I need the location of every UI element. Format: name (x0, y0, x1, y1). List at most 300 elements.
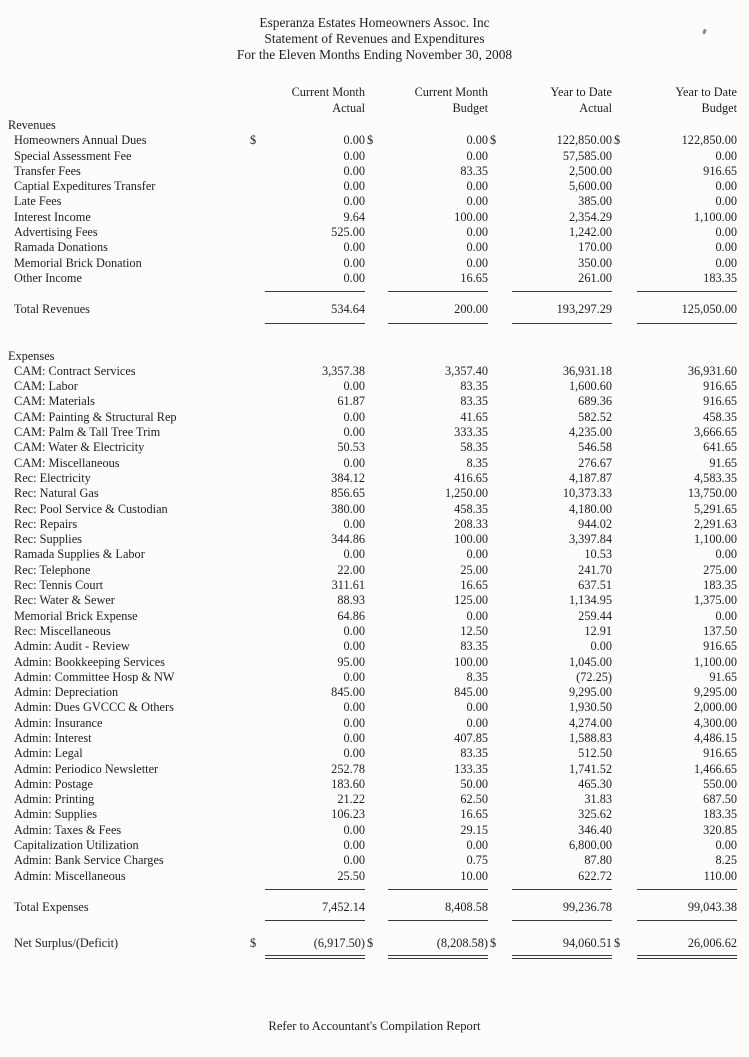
amount-cell (612, 700, 737, 715)
amount-value: 25.00 (460, 562, 488, 577)
table-row (0, 164, 749, 179)
amount-value: 0.00 (343, 409, 365, 424)
amount-cell (365, 807, 488, 822)
amount-value: 0.00 (343, 270, 365, 285)
amount-cell (488, 716, 612, 731)
amount-value: 0.00 (343, 623, 365, 638)
amount-value: 916.65 (703, 394, 737, 409)
amount-cell (488, 731, 612, 746)
amount-value: 0.00 (466, 700, 488, 715)
double-rule-line (265, 955, 365, 960)
amount-value: 582.52 (578, 409, 612, 424)
amount-value: 916.65 (703, 163, 737, 178)
amount-value: 3,397.84 (568, 532, 612, 547)
amount-cell (365, 133, 488, 148)
amount-value: 208.33 (454, 516, 488, 531)
amount-value: 0.00 (466, 255, 488, 270)
amount-value: 465.30 (578, 776, 612, 791)
amount-value: 12.91 (584, 623, 612, 638)
amount-cell (612, 900, 737, 915)
table-body (0, 118, 749, 961)
table-row (0, 731, 749, 746)
amount-value: 110.00 (703, 868, 737, 883)
double-rule-line (388, 955, 488, 960)
amount-cell (488, 609, 612, 624)
amount-cell (488, 379, 612, 394)
amount-value: 512.50 (578, 746, 612, 761)
amount-cell (612, 547, 737, 562)
row-label: CAM: Contract Services (14, 363, 136, 378)
amount-value: 0.00 (343, 746, 365, 761)
amount-value: 1,045.00 (568, 654, 612, 669)
amount-value: 8.25 (715, 853, 737, 868)
amount-value: 41.65 (460, 409, 488, 424)
amount-value: 83.35 (460, 746, 488, 761)
total-expenses-rule (0, 915, 749, 924)
amount-cell (612, 853, 737, 868)
amount-value: 0.00 (343, 455, 365, 470)
amount-cell (365, 731, 488, 746)
row-label: Memorial Brick Expense (14, 608, 138, 623)
amount-value: 1,588.83 (568, 730, 612, 745)
rule-line (265, 291, 365, 292)
amount-cell (612, 517, 737, 532)
amount-value: 458.35 (703, 409, 737, 424)
table-row (0, 655, 749, 670)
amount-value: 2,500.00 (568, 163, 612, 178)
amount-value: 259.44 (578, 608, 612, 623)
amount-cell (488, 410, 612, 425)
table-row (0, 471, 749, 486)
amount-value: 7,452.14 (321, 899, 365, 914)
amount-value: 4,300.00 (693, 715, 737, 730)
amount-cell (612, 149, 737, 164)
amount-cell (488, 639, 612, 654)
amount-cell (248, 823, 365, 838)
amount-cell (488, 194, 612, 209)
net-surplus-deficit-row (0, 924, 749, 951)
rule-line (512, 323, 612, 324)
row-label: CAM: Palm & Tall Tree Trim (14, 425, 161, 440)
amount-value: 21.22 (337, 792, 365, 807)
amount-value: 8.35 (466, 455, 488, 470)
row-label: Total Revenues (14, 302, 90, 317)
amount-cell (248, 149, 365, 164)
rule-line (388, 291, 488, 292)
amount-value: 916.65 (703, 746, 737, 761)
table-row (0, 179, 749, 194)
amount-value: 458.35 (454, 501, 488, 516)
net-surplus-double-rule (0, 952, 749, 961)
amount-value: 0.00 (343, 179, 365, 194)
amount-cell (488, 225, 612, 240)
statement-table (0, 85, 749, 961)
amount-cell (248, 624, 365, 639)
amount-value: 50.53 (337, 440, 365, 455)
amount-cell (488, 256, 612, 271)
amount-cell (365, 547, 488, 562)
amount-cell (365, 425, 488, 440)
amount-value: 637.51 (578, 578, 612, 593)
row-label: Rec: Water & Sewer (14, 593, 115, 608)
amount-value: 325.62 (578, 807, 612, 822)
amount-value: 99,236.78 (562, 899, 612, 914)
table-row (0, 670, 749, 685)
row-label: Ramada Supplies & Labor (14, 547, 145, 562)
amount-value: 3,357.40 (444, 363, 488, 378)
amount-value: 170.00 (578, 240, 612, 255)
amount-value: 0.00 (343, 163, 365, 178)
table-row (0, 532, 749, 547)
statement-title: Statement of Revenues and Expenditures (264, 31, 485, 46)
table-row (0, 517, 749, 532)
amount-cell (248, 456, 365, 471)
amount-value: 346.40 (578, 822, 612, 837)
amount-value: 62.50 (460, 792, 488, 807)
amount-value: 916.65 (703, 639, 737, 654)
amount-value: 241.70 (578, 562, 612, 577)
revenues-subtotal-rule (0, 286, 749, 295)
amount-cell (365, 456, 488, 471)
amount-cell (612, 271, 737, 286)
amount-value: 689.36 (578, 394, 612, 409)
amount-cell (248, 639, 365, 654)
table-row (0, 394, 749, 409)
amount-cell (488, 471, 612, 486)
amount-cell (248, 670, 365, 685)
amount-cell (365, 777, 488, 792)
row-label: Rec: Supplies (14, 532, 82, 547)
amount-cell (612, 256, 737, 271)
table-row (0, 762, 749, 777)
row-label: Rec: Tennis Court (14, 578, 104, 593)
amount-cell (612, 746, 737, 761)
amount-cell (365, 792, 488, 807)
amount-value: 12.50 (460, 623, 488, 638)
amount-cell (365, 471, 488, 486)
row-label: Rec: Natural Gas (14, 486, 99, 501)
amount-value: 1,466.65 (693, 761, 737, 776)
table-row (0, 364, 749, 379)
amount-value: 58.35 (460, 440, 488, 455)
amount-value: 8,408.58 (444, 899, 488, 914)
amount-cell (612, 670, 737, 685)
amount-cell (488, 823, 612, 838)
table-row (0, 547, 749, 562)
amount-value: 0.00 (343, 425, 365, 440)
amount-cell (612, 440, 737, 455)
amount-value: 0.00 (343, 133, 365, 148)
amount-value: 87.80 (584, 853, 612, 868)
total-revenues-rule (0, 318, 749, 327)
amount-value: 856.65 (331, 486, 365, 501)
amount-cell (488, 762, 612, 777)
expenses-subtotal-rule (0, 884, 749, 893)
table-row (0, 563, 749, 578)
amount-cell (612, 379, 737, 394)
amount-cell (248, 746, 365, 761)
amount-cell (248, 440, 365, 455)
amount-value: 61.87 (337, 394, 365, 409)
amount-value: 200.00 (454, 302, 488, 317)
amount-value: 380.00 (331, 501, 365, 516)
amount-value: 64.86 (337, 608, 365, 623)
amount-cell (612, 639, 737, 654)
rule-line (637, 920, 737, 921)
amount-value: 1,250.00 (444, 486, 488, 501)
table-row (0, 425, 749, 440)
amount-cell (248, 655, 365, 670)
amount-cell (248, 807, 365, 822)
amount-cell (248, 302, 365, 317)
amount-cell (248, 271, 365, 286)
document-header (0, 0, 749, 63)
amount-value: 0.00 (715, 838, 737, 853)
amount-cell (612, 164, 737, 179)
table-row (0, 746, 749, 761)
amount-cell (365, 517, 488, 532)
amount-cell (612, 210, 737, 225)
period-line: For the Eleven Months Ending November 30, 2008 (236, 47, 513, 62)
amount-cell (365, 379, 488, 394)
amount-cell (612, 838, 737, 853)
amount-cell (612, 456, 737, 471)
amount-cell (365, 410, 488, 425)
amount-value: 0.00 (715, 547, 737, 562)
amount-cell (248, 133, 365, 148)
rule-line (512, 291, 612, 292)
amount-value: 125.00 (454, 593, 488, 608)
amount-cell (365, 364, 488, 379)
amount-value: 276.67 (578, 455, 612, 470)
row-label: CAM: Labor (14, 379, 78, 394)
amount-value: 4,180.00 (568, 501, 612, 516)
amount-cell (365, 716, 488, 731)
amount-cell (612, 471, 737, 486)
amount-cell (488, 149, 612, 164)
amount-cell (365, 394, 488, 409)
amount-value: 5,291.65 (693, 501, 737, 516)
amount-value: 1,134.95 (568, 593, 612, 608)
table-row (0, 807, 749, 822)
row-label: Admin: Insurance (14, 715, 103, 730)
amount-value: 350.00 (578, 255, 612, 270)
amount-value: 137.50 (703, 623, 737, 638)
amount-value: 25.50 (337, 868, 365, 883)
amount-value: 0.00 (466, 240, 488, 255)
row-label: Admin: Depreciation (14, 685, 119, 700)
amount-cell (248, 532, 365, 547)
amount-cell (612, 578, 737, 593)
amount-value: 0.00 (715, 240, 737, 255)
amount-value: 0.00 (343, 715, 365, 730)
rule-line (637, 323, 737, 324)
amount-cell (612, 593, 737, 608)
table-row (0, 225, 749, 240)
amount-value: 83.35 (460, 394, 488, 409)
amount-cell (488, 271, 612, 286)
amount-cell (248, 486, 365, 501)
row-label: Rec: Repairs (14, 516, 78, 531)
amount-value: 0.00 (343, 669, 365, 684)
amount-value: 0.00 (715, 148, 737, 163)
amount-value: 3,357.38 (321, 363, 365, 378)
expenses-section-header (0, 349, 749, 364)
amount-value: 29.15 (460, 822, 488, 837)
amount-value: 100.00 (454, 532, 488, 547)
amount-cell (248, 563, 365, 578)
amount-cell (365, 194, 488, 209)
table-row (0, 440, 749, 455)
amount-cell (612, 133, 737, 148)
amount-value: 534.64 (331, 302, 365, 317)
row-label: Net Surplus/(Deficit) (14, 936, 119, 951)
amount-value: 385.00 (578, 194, 612, 209)
amount-value: 0.00 (343, 240, 365, 255)
table-row (0, 853, 749, 868)
amount-cell (612, 609, 737, 624)
amount-value: 2,354.29 (568, 209, 612, 224)
row-label: Admin: Postage (14, 776, 93, 791)
amount-cell (488, 164, 612, 179)
amount-cell (488, 655, 612, 670)
amount-value: 83.35 (460, 163, 488, 178)
amount-value: 416.65 (454, 470, 488, 485)
amount-cell (612, 823, 737, 838)
amount-cell (488, 364, 612, 379)
amount-value: 0.00 (343, 379, 365, 394)
amount-cell (248, 838, 365, 853)
amount-value: 1,100.00 (693, 209, 737, 224)
amount-value: 57,585.00 (562, 148, 612, 163)
row-label: Other Income (14, 270, 82, 285)
amount-value: 22.00 (337, 562, 365, 577)
row-label: Transfer Fees (14, 163, 81, 178)
table-row (0, 502, 749, 517)
amount-cell (365, 149, 488, 164)
amount-value: 845.00 (331, 685, 365, 700)
amount-cell (248, 225, 365, 240)
amount-cell (248, 716, 365, 731)
amount-value: 4,187.87 (568, 470, 612, 485)
amount-cell (365, 593, 488, 608)
amount-cell (248, 685, 365, 700)
amount-value: 384.12 (331, 470, 365, 485)
rule-line (388, 323, 488, 324)
amount-cell (488, 869, 612, 884)
amount-value: 183.60 (331, 776, 365, 791)
table-row (0, 486, 749, 501)
rule-line (265, 323, 365, 324)
table-row (0, 456, 749, 471)
amount-value: 100.00 (454, 209, 488, 224)
amount-cell (488, 777, 612, 792)
amount-cell (612, 240, 737, 255)
amount-value: 9,295.00 (568, 685, 612, 700)
amount-value: (8,208.58) (436, 936, 488, 951)
amount-cell (612, 225, 737, 240)
amount-cell (488, 440, 612, 455)
amount-cell (612, 194, 737, 209)
rule-line (388, 889, 488, 890)
amount-value: 5,600.00 (568, 179, 612, 194)
compilation-report-note: Refer to Accountant's Compilation Report (268, 1019, 481, 1033)
amount-value: 125,050.00 (681, 302, 737, 317)
col-header-current-month-budget: Current Month Budget (414, 85, 488, 115)
amount-value: 9.64 (343, 209, 365, 224)
amount-value: 320.85 (703, 822, 737, 837)
amount-value: 550.00 (703, 776, 737, 791)
amount-cell (488, 394, 612, 409)
amount-cell (365, 700, 488, 715)
amount-cell (248, 792, 365, 807)
amount-cell (365, 164, 488, 179)
amount-cell (488, 807, 612, 822)
amount-value: 99,043.38 (687, 899, 737, 914)
amount-cell (488, 302, 612, 317)
amount-cell (488, 502, 612, 517)
amount-value: 31.83 (584, 792, 612, 807)
amount-cell (488, 179, 612, 194)
row-label: Special Assessment Fee (14, 148, 132, 163)
amount-value: 122,850.00 (681, 133, 737, 148)
amount-value: 4,486.15 (693, 730, 737, 745)
amount-value: 0.75 (466, 853, 488, 868)
amount-cell (248, 256, 365, 271)
amount-value: 2,000.00 (693, 700, 737, 715)
row-label: Rec: Pool Service & Custodian (14, 501, 168, 516)
amount-cell (612, 425, 737, 440)
amount-cell (612, 936, 737, 951)
amount-cell (248, 517, 365, 532)
amount-cell (488, 240, 612, 255)
row-label: Admin: Miscellaneous (14, 868, 126, 883)
amount-value: 16.65 (460, 578, 488, 593)
amount-value: 3,666.65 (693, 425, 737, 440)
dollar-sign: $ (367, 133, 374, 148)
dollar-sign: $ (250, 133, 257, 148)
amount-value: 4,235.00 (568, 425, 612, 440)
table-row (0, 716, 749, 731)
amount-value: 100.00 (454, 654, 488, 669)
row-label: Admin: Audit - Review (14, 639, 130, 654)
amount-value: 0.00 (466, 838, 488, 853)
amount-cell (365, 563, 488, 578)
amount-cell (248, 547, 365, 562)
amount-value: 0.00 (715, 225, 737, 240)
rule-line (265, 920, 365, 921)
amount-cell (365, 486, 488, 501)
amount-cell (365, 578, 488, 593)
amount-value: 0.00 (343, 148, 365, 163)
row-label: Advertising Fees (14, 225, 98, 240)
amount-cell (488, 578, 612, 593)
amount-value: 0.00 (343, 822, 365, 837)
table-row (0, 639, 749, 654)
amount-cell (612, 486, 737, 501)
amount-value: 1,600.60 (568, 379, 612, 394)
amount-value: 1,100.00 (693, 532, 737, 547)
amount-cell (488, 593, 612, 608)
amount-cell (248, 731, 365, 746)
table-row (0, 777, 749, 792)
amount-value: 183.35 (703, 807, 737, 822)
dollar-sign: $ (614, 133, 621, 148)
table-row (0, 410, 749, 425)
total-revenues-row (0, 295, 749, 317)
row-label: CAM: Painting & Structural Rep (14, 409, 177, 424)
amount-value: 546.58 (578, 440, 612, 455)
